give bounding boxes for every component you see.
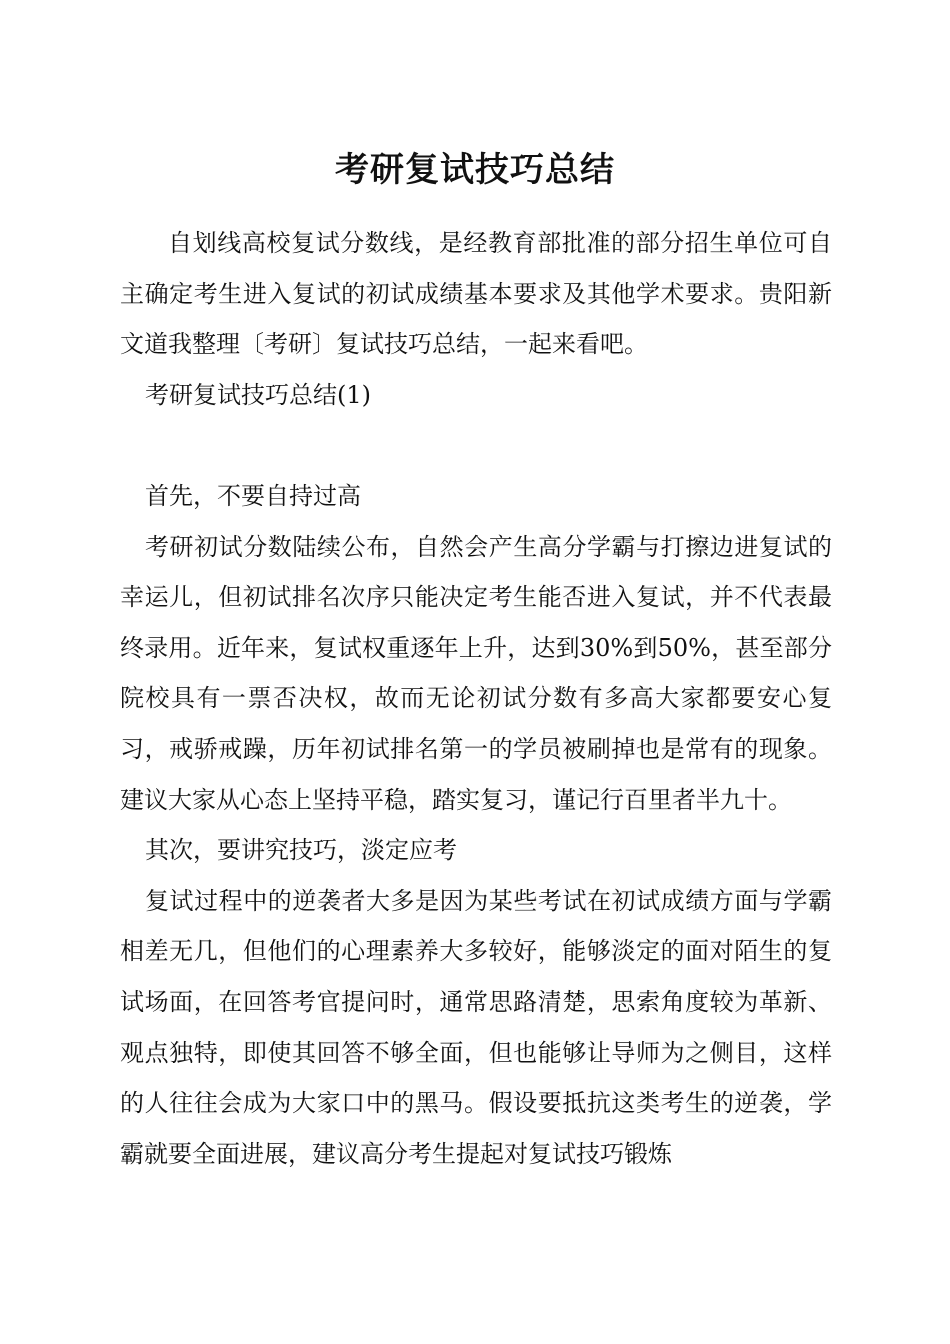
point-1-body: 考研初试分数陆续公布，自然会产生高分学霸与打擦边进复试的幸运儿，但初试排名次序只能决定考生能否进入复试，并不代表最终录用。近年来，复试权重逐年上升，达到30%到50%，甚至部分院校具有一票否决权，故而无论初试分数有多高大家都要安心复习，戒骄戒躁，历年初试排名第一的学员被刷掉也是常有的现象。建议大家从心态上坚持平稳，踏实复习，谨记行百里者半九十。: [120, 532, 832, 814]
document-body: [120, 218, 832, 1179]
section-heading: 考研复试技巧总结(1): [145, 380, 371, 409]
intro-paragraph: 自划线高校复试分数线，是经教育部批准的部分招生单位可自主确定考生进入复试的初试成绩基本要求及其他学术要求。贵阳新文道我整理〔考研〕复试技巧总结，一起来看吧。: [120, 229, 832, 359]
point-2-heading: 其次，要讲究技巧，淡定应考: [145, 836, 457, 865]
document-title: 考研复试技巧总结: [335, 150, 615, 190]
point-1-heading: 首先，不要自持过高: [145, 481, 361, 510]
blank-line: [120, 420, 832, 471]
point-2-body: 复试过程中的逆袭者大多是因为某些考试在初试成绩方面与学霸相差无几，但他们的心理素养大多较好，能够淡定的面对陌生的复试场面，在回答考官提问时，通常思路清楚，思索角度较为革新、观点独特，即使其回答不够全面，但也能够让导师为之侧目，这样的人往往会成为大家口中的黑马。假设要抵抗这类考生的逆袭，学霸就要全面进展，建议高分考生提起对复试技巧锻炼: [120, 886, 832, 1168]
